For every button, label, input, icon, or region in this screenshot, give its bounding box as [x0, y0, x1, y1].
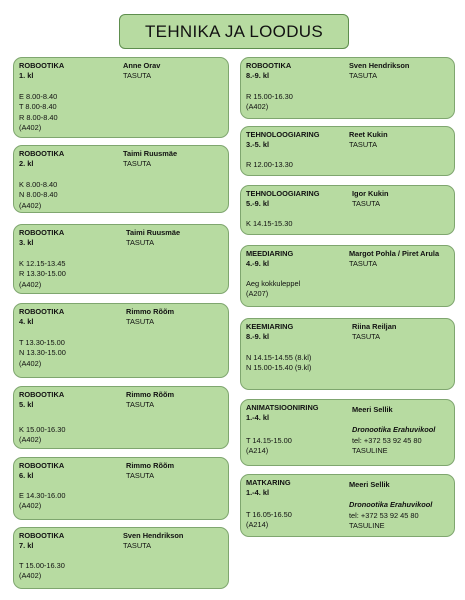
schedule-line: K 14.15-15.30: [246, 219, 293, 228]
fee-label: TASUTA: [349, 71, 378, 81]
club-card-matkaring: [240, 474, 455, 537]
schedule-line: K 8.00-8.40: [19, 180, 58, 189]
schedule-line: T 13.30-15.00: [19, 338, 65, 347]
teacher-name: Margot Pohla / Piret Arula: [349, 249, 440, 258]
club-card-robootika-1: [13, 57, 229, 138]
schedule-line: R 15.00-16.30: [246, 92, 293, 101]
schedule-line: E 14.30-16.00: [19, 491, 66, 500]
schedule-line: N 14.15-14.55 (8.kl): [246, 353, 312, 362]
club-name: ROBOOTIKA: [19, 461, 65, 470]
schedule-line: N 8.00-8.40: [19, 190, 58, 200]
room-label: (A214): [246, 446, 269, 456]
teacher-name: Meeri Sellik: [352, 405, 393, 414]
club-card-keemiaring: [240, 318, 455, 390]
schedule-line: T 15.00-16.30: [19, 561, 65, 570]
room-label: (A402): [19, 501, 42, 511]
club-grade: 5.-9. kl: [246, 199, 270, 209]
schedule-line: R 12.00-13.30: [246, 160, 293, 169]
club-card-robootika-7: [13, 527, 229, 589]
fee-label: TASUTA: [123, 71, 152, 81]
contact-phone: tel: +372 53 92 45 80: [349, 510, 419, 520]
club-name: ROBOOTIKA: [19, 61, 65, 70]
schedule-line: K 12.15-13.45: [19, 259, 66, 268]
room-label: (A402): [246, 102, 269, 112]
club-name: MATKARING: [246, 478, 291, 487]
club-grade: 6. kl: [19, 471, 34, 481]
club-card-robootika-3: [13, 224, 229, 294]
club-grade: 1.-4. kl: [246, 413, 270, 423]
club-name: ROBOOTIKA: [19, 531, 65, 540]
page-title: TEHNIKA JA LOODUS: [119, 14, 349, 49]
fee-label: TASULINE: [349, 520, 385, 530]
teacher-name: Meeri Sellik: [349, 480, 390, 489]
room-label: (A402): [19, 279, 42, 289]
schedule-line: E 8.00-8.40: [19, 92, 58, 101]
club-card-animatsiooniring: [240, 399, 455, 466]
schedule-line: N 13.30-15.00: [19, 348, 66, 358]
club-grade: 8.-9. kl: [246, 71, 270, 81]
fee-label: TASUTA: [126, 238, 155, 248]
club-name: MEEDIARING: [246, 249, 294, 258]
room-label: (A402): [19, 358, 42, 368]
fee-label: TASUTA: [123, 159, 152, 169]
club-name: ROBOOTIKA: [246, 61, 292, 70]
club-name: KEEMIARING: [246, 322, 294, 331]
fee-label: TASUTA: [352, 332, 381, 342]
club-name: ROBOOTIKA: [19, 307, 65, 316]
teacher-name: Reet Kukin: [349, 130, 388, 139]
schedule-line: T 8.00-8.40: [19, 102, 57, 112]
room-label: (A402): [19, 571, 42, 581]
club-name: ANIMATSIOONIRING: [246, 403, 319, 412]
fee-label: TASUTA: [126, 471, 155, 481]
fee-label: TASUTA: [349, 140, 378, 150]
teacher-name: Rimmo Rõõm: [126, 461, 175, 470]
club-grade: 4.-9. kl: [246, 259, 270, 269]
schedule-line: T 14.15-15.00: [246, 436, 292, 445]
club-grade: 7. kl: [19, 541, 34, 551]
club-grade: 8.-9. kl: [246, 332, 270, 342]
club-name: TEHNOLOOGIARING: [246, 189, 320, 198]
club-grade: 4. kl: [19, 317, 34, 327]
club-grade: 1.-4. kl: [246, 488, 270, 498]
club-card-tehnoloogiaring-5-9: [240, 185, 455, 235]
fee-label: TASUTA: [123, 541, 152, 551]
organization-name: Dronootika Erahuvikool: [349, 500, 433, 510]
room-label: (A402): [19, 200, 42, 210]
fee-label: TASUTA: [352, 199, 381, 209]
teacher-name: Rimmo Rõõm: [126, 390, 175, 399]
schedule-line: R 13.30-15.00: [19, 269, 66, 279]
room-label: (A214): [246, 520, 269, 530]
teacher-name: Sven Hendrikson: [123, 531, 184, 540]
club-card-robootika-8-9: [240, 57, 455, 119]
club-card-meediaring: [240, 245, 455, 307]
fee-label: TASULINE: [352, 445, 388, 455]
teacher-name: Igor Kukin: [352, 189, 389, 198]
club-grade: 1. kl: [19, 71, 34, 81]
schedule-line: Aeg kokkuleppel: [246, 279, 301, 288]
room-label: (A402): [19, 122, 42, 132]
schedule-line: T 16.05-16.50: [246, 510, 292, 519]
club-grade: 3. kl: [19, 238, 34, 248]
schedule-line: R 8.00-8.40: [19, 112, 58, 122]
club-name: ROBOOTIKA: [19, 228, 65, 237]
teacher-name: Riina Reiljan: [352, 322, 397, 331]
club-card-robootika-5: [13, 386, 229, 449]
club-name: ROBOOTIKA: [19, 390, 65, 399]
club-card-robootika-2: [13, 145, 229, 213]
room-label: (A207): [246, 289, 269, 299]
contact-phone: tel: +372 53 92 45 80: [352, 435, 422, 445]
teacher-name: Taimi Ruusmäe: [126, 228, 181, 237]
club-card-robootika-4: [13, 303, 229, 378]
teacher-name: Rimmo Rõõm: [126, 307, 175, 316]
club-name: TEHNOLOOGIARING: [246, 130, 320, 139]
schedule-line: K 15.00-16.30: [19, 425, 66, 434]
fee-label: TASUTA: [126, 400, 155, 410]
fee-label: TASUTA: [126, 317, 155, 327]
fee-label: TASUTA: [349, 259, 378, 269]
organization-name: Dronootika Erahuvikool: [352, 425, 436, 435]
club-grade: 2. kl: [19, 159, 34, 169]
teacher-name: Taimi Ruusmäe: [123, 149, 178, 158]
club-card-robootika-6: [13, 457, 229, 520]
club-name: ROBOOTIKA: [19, 149, 65, 158]
club-grade: 3.-5. kl: [246, 140, 270, 150]
room-label: (A402): [19, 435, 42, 445]
club-grade: 5. kl: [19, 400, 34, 410]
club-card-tehnoloogiaring-3-5: [240, 126, 455, 176]
teacher-name: Sven Hendrikson: [349, 61, 410, 70]
schedule-line: N 15.00-15.40 (9.kl): [246, 363, 312, 373]
teacher-name: Anne Orav: [123, 61, 161, 70]
